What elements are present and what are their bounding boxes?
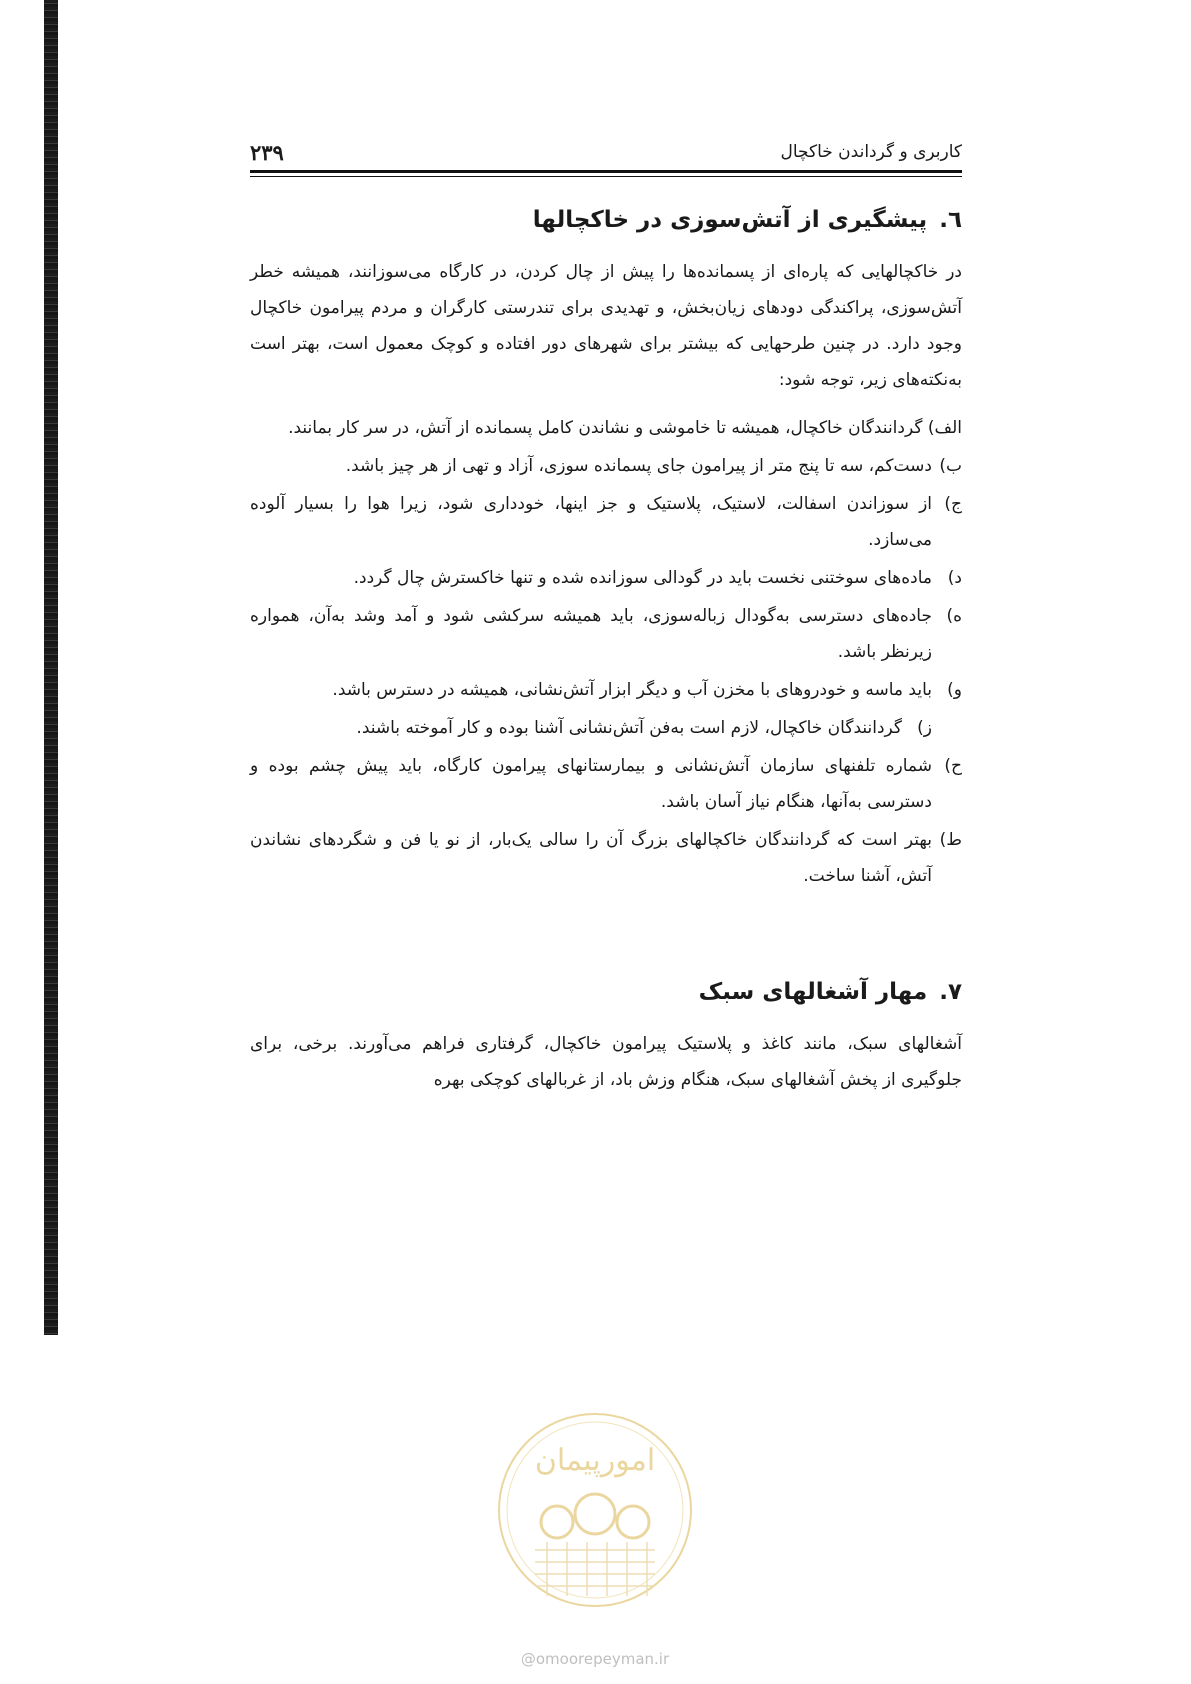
precautions-list — [250, 410, 962, 894]
list-text: از سوزاندن اسفالت، لاستیک، پلاستیک و جز اینها، خودداری شود، زیرا هوا را بسیار آلوده می‌سازد. — [250, 494, 932, 550]
header-rule-thick — [250, 170, 962, 173]
list-item — [250, 486, 962, 558]
list-text: گردانندگان خاکچال، همیشه تا خاموشی و نشاندن کامل پسمانده از آتش، در سر کار بمانند. — [288, 418, 923, 438]
list-marker: ز) — [917, 718, 932, 738]
watermark-site: @omoorepeyman.ir — [520, 1650, 670, 1668]
list-marker: و) — [947, 680, 962, 700]
list-item — [250, 710, 962, 746]
list-text: دست‌کم، سه تا پنج متر از پیرامون جای پسمانده سوزی، آزاد و تهی از هر چیز باشد. — [345, 456, 932, 476]
list-marker: ح) — [944, 756, 962, 776]
section-7-number: ٧. — [939, 979, 962, 1005]
section-7-title: مهار آشغالهای سبک — [698, 979, 928, 1005]
section-6-heading — [250, 200, 962, 240]
section-7-intro: آشغالهای سبک، مانند کاغذ و پلاستیک پیرامون خاکچال، گرفتاری فراهم می‌آورند. برخی، برای جلوگیری از پخش آشغالهای سبک، هنگام وزش باد، از غربالهای کوچکی بهره — [250, 1034, 962, 1090]
list-marker: ط) — [939, 830, 962, 850]
list-item — [250, 748, 962, 820]
list-text: گردانندگان خاکچال، لازم است به‌فن آتش‌نشانی آشنا بوده و کار آموخته باشند. — [356, 718, 902, 738]
running-title: کاربری و گرداندن خاکچال — [780, 142, 962, 162]
section-6-intro: در خاکچالهایی که پاره‌ای از پسمانده‌ها را پیش از چال کردن، در کارگاه می‌سوزانند، همیشه خطر آتش‌سوزی، پراکندگی دودهای زیان‌بخش، و تهدیدی برای تندرستی کارگران و مردم پیرامون خاکچال وجود دارد. در چنین طرحهایی که بیشتر برای شهرهای دور افتاده و کوچک معمول است، بهتر است به‌نکته‌های زیر، توجه شود: — [250, 262, 962, 390]
list-marker: ب) — [939, 456, 962, 476]
list-text: جاده‌های دسترسی به‌گودال زباله‌سوزی، باید همیشه سرکشی شود و آمد وشد به‌آن، همواره زیرنظر باشد. — [250, 606, 932, 662]
list-text: بهتر است که گردانندگان خاکچالهای بزرگ آن را سالی یک‌بار، از نو یا فن و شگردهای نشاندن آتش، آشنا ساخت. — [250, 830, 932, 886]
list-item — [250, 672, 962, 708]
list-marker: الف) — [927, 418, 962, 438]
scan-edge-bar — [44, 0, 58, 1335]
list-text: شماره تلفنهای سازمان آتش‌نشانی و بیمارستانهای پیرامون کارگاه، باید پیش چشم بوده و دسترسی به‌آنها، هنگام نیاز آسان باشد. — [250, 756, 932, 812]
page-number: ۲۳۹ — [250, 140, 284, 165]
section-6-number: ٦. — [939, 207, 962, 233]
header-rule-thin — [250, 176, 962, 177]
page-header — [250, 140, 962, 174]
list-item — [250, 598, 962, 670]
section-7-heading — [250, 972, 962, 1012]
list-item — [250, 560, 962, 596]
list-marker: ج) — [944, 494, 962, 514]
publisher-seal-watermark — [495, 1410, 695, 1610]
list-text: ماده‌های سوختنی نخست باید در گودالی سوزانده شده و تنها خاکسترش چال گردد. — [353, 568, 932, 588]
list-text: باید ماسه و خودروهای با مخزن آب و دیگر ابزار آتش‌نشانی، همیشه در دسترس باشد. — [332, 680, 932, 700]
list-marker: ه) — [946, 606, 962, 626]
section-6-title: پیشگیری از آتش‌سوزی در خاکچالها — [532, 207, 928, 233]
page-content — [250, 200, 962, 1110]
list-marker: د) — [947, 568, 962, 588]
list-item — [250, 822, 962, 894]
seal-logo-text: امورپیمان — [534, 1443, 656, 1478]
list-item — [250, 410, 962, 446]
list-item — [250, 448, 962, 484]
